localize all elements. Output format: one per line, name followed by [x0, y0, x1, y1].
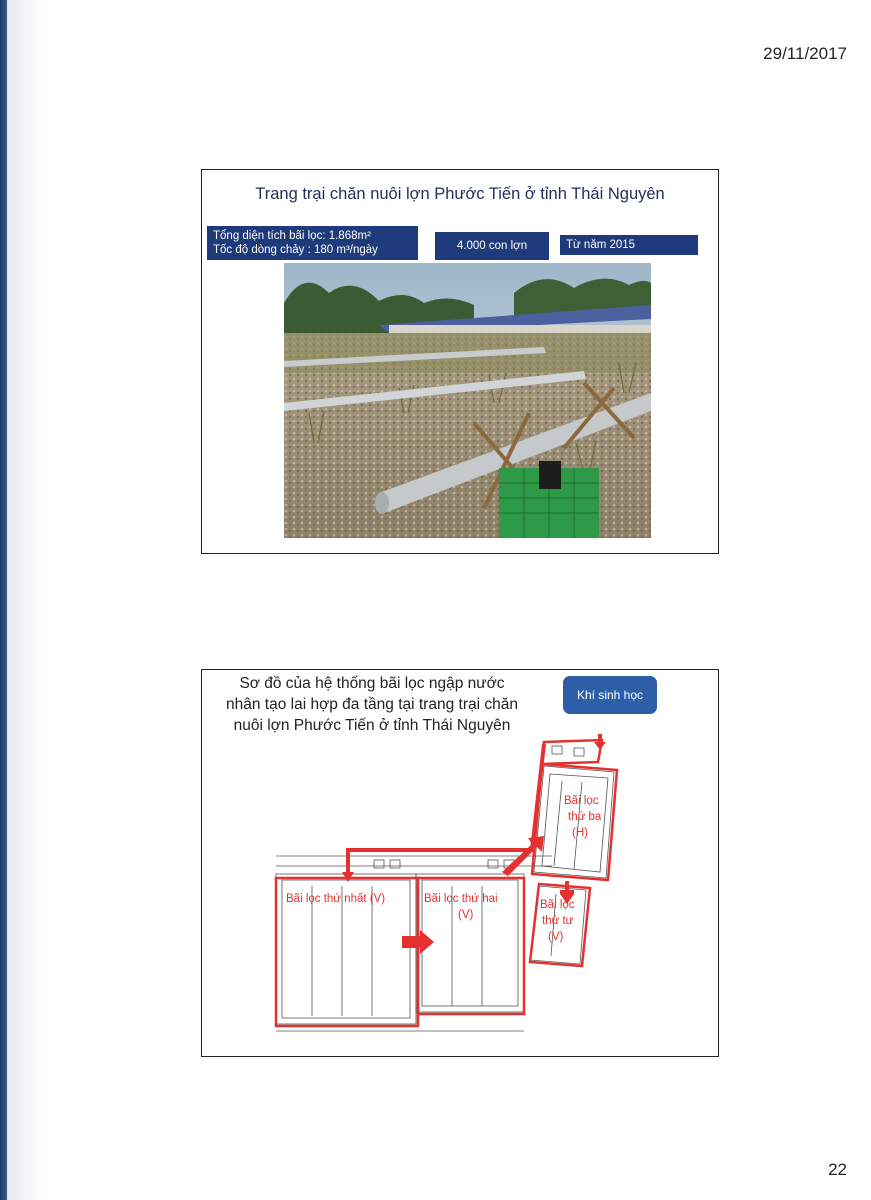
slide-farm-overview — [201, 169, 719, 554]
slide-system-diagram — [201, 669, 719, 1057]
title-line: Sơ đồ của hệ thống bãi lọc ngập nước — [239, 675, 505, 692]
title-line: nhân tạo lai hợp đa tầng tại trang trại chăn — [226, 696, 518, 713]
info-box-area — [207, 226, 418, 260]
area-line: Tổng diện tích bãi lọc: 1.868m² — [213, 230, 371, 242]
label-filter-3-order: thứ ba — [568, 811, 602, 823]
title-line: nuôi lợn Phước Tiến ở tỉnh Thái Nguyên — [233, 717, 511, 734]
label-filter-4-type: (V) — [548, 931, 564, 943]
label-filter-4-order: thứ tư — [542, 915, 574, 927]
slide1-title: Trang trại chăn nuôi lợn Phước Tiến ở tỉnh Thái Nguyên — [255, 185, 665, 203]
label-filter-2-type: (V) — [458, 909, 474, 921]
label-filter-3: Bãi lọc — [564, 795, 599, 807]
page-number: 22 — [828, 1160, 847, 1179]
page-edge-bar — [0, 0, 7, 1200]
wetland-system-diagram — [262, 726, 662, 1046]
label-filter-3-type: (H) — [572, 827, 588, 839]
label-filter-2: Bãi lọc thứ hai — [424, 893, 498, 905]
label-filter-1: Bãi lọc thứ nhất (V) — [286, 893, 386, 905]
page-shadow — [7, 0, 45, 1200]
label-filter-4: Bãi lọc — [540, 899, 575, 911]
wetland-photo — [284, 263, 651, 538]
flow-line: Tốc độ dòng chảy : 180 m³/ngày — [213, 244, 378, 256]
biogas-label: Khí sinh học — [563, 676, 657, 714]
page-date: 29/11/2017 — [763, 44, 847, 63]
info-box-year: Từ năm 2015 — [560, 235, 698, 255]
info-box-pigs: 4.000 con lợn — [435, 232, 549, 260]
